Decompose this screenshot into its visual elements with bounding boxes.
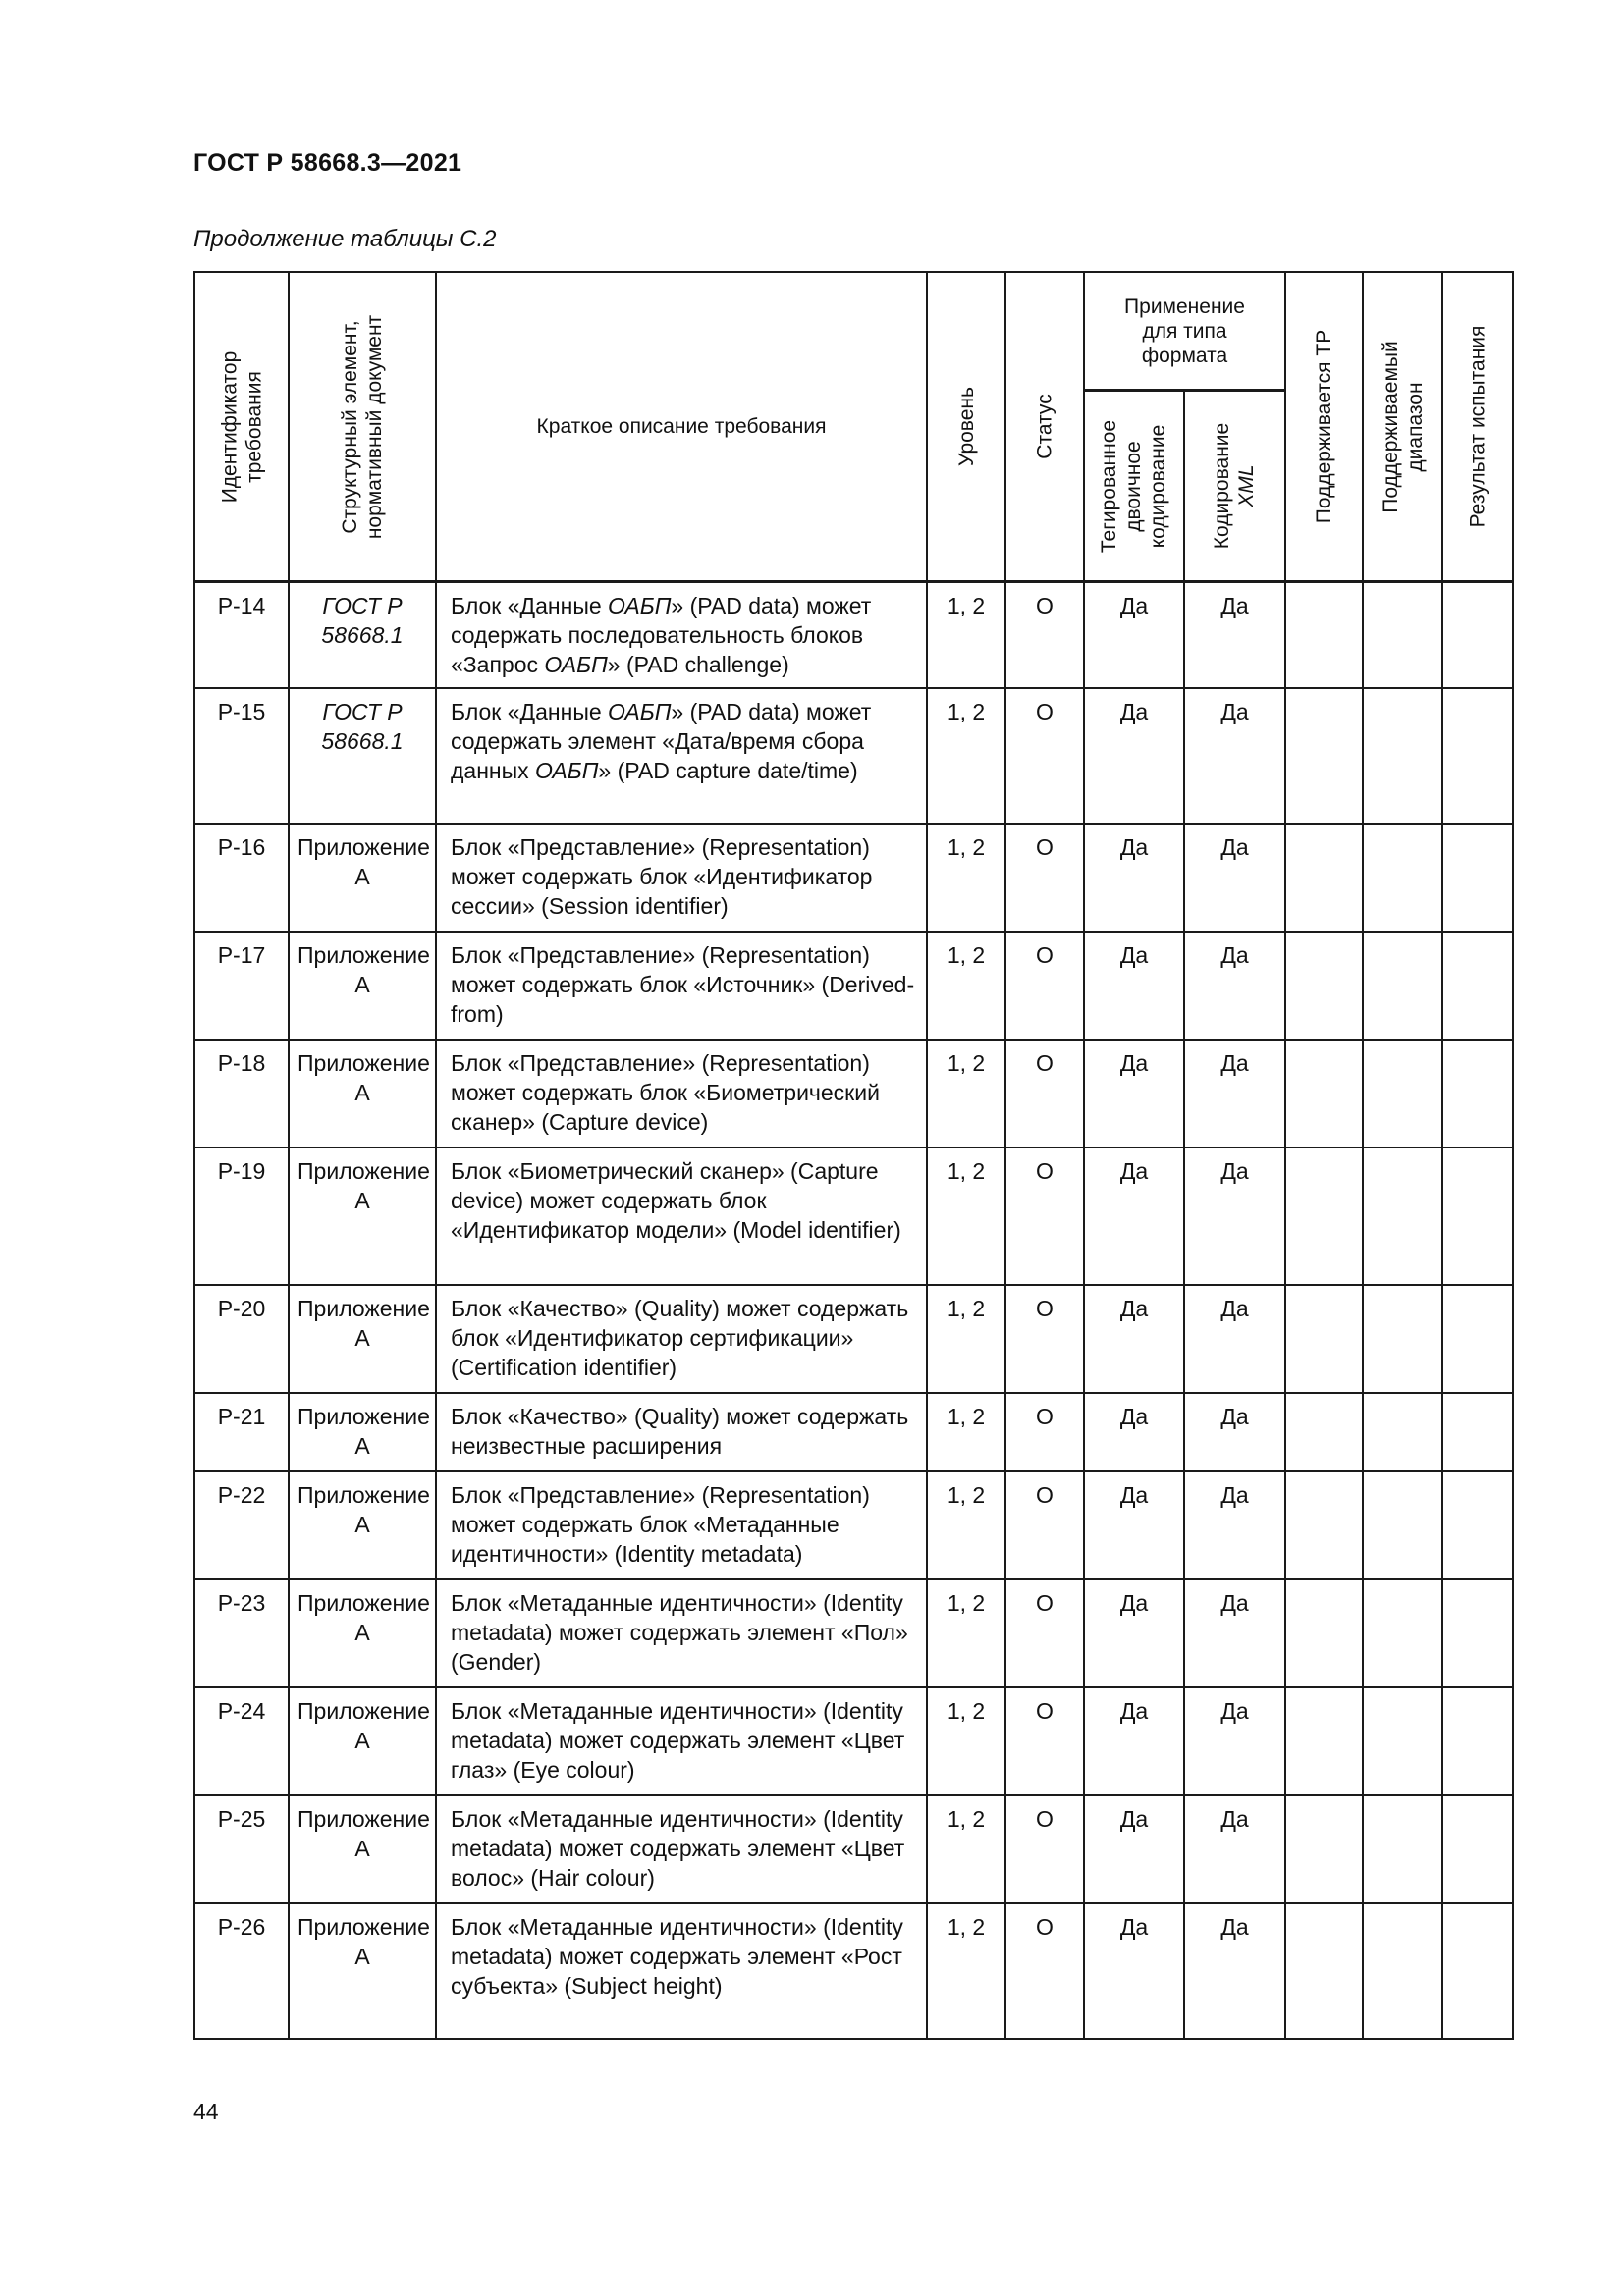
range-cell [1363,932,1442,1040]
xml-encoding-value: Да [1184,1471,1285,1579]
level-value: 1, 2 [927,1579,1005,1687]
requirement-description: Блок «Представление» (Representation) может содержать блок «Метаданные идентичности» (Identity metadata) [436,1471,927,1579]
source-reference: Приложение А [289,1285,436,1393]
source-reference: Приложение А [289,1687,436,1795]
table-header [194,272,1513,582]
source-reference: Приложение А [289,1471,436,1579]
table-row [194,582,1513,688]
requirement-description: Блок «Данные ОАБП» (PAD data) может содержать элемент «Дата/время сбора данных ОАБП» (PAD capture date/time) [436,688,927,824]
source-reference: ГОСТ Р 58668.1 [289,582,436,688]
binary-encoding-value: Да [1084,1148,1184,1285]
level-value: 1, 2 [927,1393,1005,1471]
supported-cell [1285,1148,1363,1285]
requirement-id: P-21 [194,1393,289,1471]
result-cell [1442,1040,1513,1148]
result-cell [1442,1471,1513,1579]
status-value: O [1005,1795,1084,1903]
binary-encoding-value: Да [1084,1903,1184,2039]
range-cell [1363,1148,1442,1285]
supported-cell [1285,1393,1363,1471]
supported-cell [1285,1285,1363,1393]
status-value: O [1005,688,1084,824]
xml-encoding-value: Да [1184,824,1285,932]
requirement-description: Блок «Представление» (Representation) может содержать блок «Биометрический сканер» (Capture device) [436,1040,927,1148]
table-row [194,1795,1513,1903]
source-reference: ГОСТ Р 58668.1 [289,688,436,824]
requirement-id: P-22 [194,1471,289,1579]
requirement-id: P-26 [194,1903,289,2039]
table-row [194,1471,1513,1579]
requirement-description: Блок «Качество» (Quality) может содержать блок «Идентификатор сертификации» (Certification identifier) [436,1285,927,1393]
requirements-table [193,271,1514,2040]
range-cell [1363,1285,1442,1393]
xml-encoding-value: Да [1184,1285,1285,1393]
status-value: O [1005,1040,1084,1148]
level-value: 1, 2 [927,688,1005,824]
header-range: Поддерживаемый диапазон [1363,272,1442,582]
status-value: O [1005,582,1084,688]
supported-cell [1285,1471,1363,1579]
requirement-id: P-24 [194,1687,289,1795]
xml-encoding-value: Да [1184,932,1285,1040]
table-row [194,1687,1513,1795]
level-value: 1, 2 [927,1040,1005,1148]
requirement-id: P-15 [194,688,289,824]
source-reference: Приложение А [289,1148,436,1285]
requirement-id: P-16 [194,824,289,932]
range-cell [1363,1040,1442,1148]
supported-cell [1285,1040,1363,1148]
header-source: Структурный элемент, нормативный документ [289,272,436,582]
header-supported: Поддерживается ТР [1285,272,1363,582]
xml-encoding-value: Да [1184,688,1285,824]
supported-cell [1285,1579,1363,1687]
table-caption: Продолжение таблицы С.2 [193,226,497,252]
binary-encoding-value: Да [1084,1040,1184,1148]
supported-cell [1285,824,1363,932]
binary-encoding-value: Да [1084,688,1184,824]
xml-encoding-value: Да [1184,1148,1285,1285]
header-level: Уровень [927,272,1005,582]
level-value: 1, 2 [927,1795,1005,1903]
requirement-description: Блок «Представление» (Representation) может содержать блок «Идентификатор сессии» (Session identifier) [436,824,927,932]
source-reference: Приложение А [289,1393,436,1471]
binary-encoding-value: Да [1084,1471,1184,1579]
requirement-description: Блок «Метаданные идентичности» (Identity metadata) может содержать элемент «Рост субъекта» (Subject height) [436,1903,927,2039]
table-row [194,1285,1513,1393]
status-value: O [1005,1579,1084,1687]
binary-encoding-value: Да [1084,1687,1184,1795]
requirement-id: P-17 [194,932,289,1040]
level-value: 1, 2 [927,1285,1005,1393]
header-binary: Тегированное двоичное кодирование [1084,391,1184,582]
result-cell [1442,1579,1513,1687]
document-code: ГОСТ Р 58668.3—2021 [193,149,462,177]
status-value: O [1005,1393,1084,1471]
level-value: 1, 2 [927,1687,1005,1795]
binary-encoding-value: Да [1084,1393,1184,1471]
result-cell [1442,582,1513,688]
header-id: Идентификатор требования [194,272,289,582]
requirement-description: Блок «Метаданные идентичности» (Identity metadata) может содержать элемент «Цвет глаз» (Eye colour) [436,1687,927,1795]
page-number: 44 [193,2099,219,2124]
binary-encoding-value: Да [1084,582,1184,688]
requirement-id: P-20 [194,1285,289,1393]
requirement-id: P-23 [194,1579,289,1687]
status-value: O [1005,1903,1084,2039]
table-row [194,1393,1513,1471]
range-cell [1363,1393,1442,1471]
result-cell [1442,1285,1513,1393]
binary-encoding-value: Да [1084,1579,1184,1687]
requirement-description: Блок «Метаданные идентичности» (Identity metadata) может содержать элемент «Цвет волос» (Hair colour) [436,1795,927,1903]
range-cell [1363,824,1442,932]
result-cell [1442,1393,1513,1471]
requirement-description: Блок «Качество» (Quality) может содержать неизвестные расширения [436,1393,927,1471]
source-reference: Приложение А [289,1579,436,1687]
xml-encoding-value: Да [1184,1795,1285,1903]
requirement-description: Блок «Метаданные идентичности» (Identity metadata) может содержать элемент «Пол» (Gender) [436,1579,927,1687]
binary-encoding-value: Да [1084,824,1184,932]
range-cell [1363,1903,1442,2039]
source-reference: Приложение А [289,824,436,932]
requirement-description: Блок «Биометрический сканер» (Capture device) может содержать блок «Идентификатор модели» (Model identifier) [436,1148,927,1285]
supported-cell [1285,582,1363,688]
header-apply: Применение для типа формата [1084,272,1285,391]
requirement-id: P-18 [194,1040,289,1148]
header-result: Результат испытания [1442,272,1513,582]
header-status: Статус [1005,272,1084,582]
supported-cell [1285,932,1363,1040]
level-value: 1, 2 [927,1903,1005,2039]
table-row [194,824,1513,932]
requirement-id: P-25 [194,1795,289,1903]
level-value: 1, 2 [927,932,1005,1040]
binary-encoding-value: Да [1084,1285,1184,1393]
range-cell [1363,1687,1442,1795]
requirement-description: Блок «Представление» (Representation) может содержать блок «Источник» (Derived-from) [436,932,927,1040]
header-xml: Кодирование XML [1184,391,1285,582]
supported-cell [1285,688,1363,824]
requirement-description: Блок «Данные ОАБП» (PAD data) может содержать последовательность блоков «Запрос ОАБП» (PAD challenge) [436,582,927,688]
range-cell [1363,1579,1442,1687]
table-body [194,582,1513,2039]
result-cell [1442,1795,1513,1903]
xml-encoding-value: Да [1184,1903,1285,2039]
level-value: 1, 2 [927,1471,1005,1579]
result-cell [1442,1687,1513,1795]
xml-encoding-value: Да [1184,582,1285,688]
result-cell [1442,824,1513,932]
xml-encoding-value: Да [1184,1579,1285,1687]
status-value: O [1005,1471,1084,1579]
level-value: 1, 2 [927,582,1005,688]
level-value: 1, 2 [927,1148,1005,1285]
source-reference: Приложение А [289,932,436,1040]
status-value: O [1005,1285,1084,1393]
table-row [194,688,1513,824]
requirement-id: P-19 [194,1148,289,1285]
binary-encoding-value: Да [1084,1795,1184,1903]
table-row [194,1148,1513,1285]
table-row [194,1040,1513,1148]
result-cell [1442,1148,1513,1285]
status-value: O [1005,824,1084,932]
table-row [194,1579,1513,1687]
binary-encoding-value: Да [1084,932,1184,1040]
xml-encoding-value: Да [1184,1040,1285,1148]
range-cell [1363,1795,1442,1903]
source-reference: Приложение А [289,1903,436,2039]
range-cell [1363,582,1442,688]
header-description: Краткое описание требования [436,272,927,582]
table-row [194,932,1513,1040]
result-cell [1442,1903,1513,2039]
supported-cell [1285,1795,1363,1903]
result-cell [1442,688,1513,824]
requirement-id: P-14 [194,582,289,688]
range-cell [1363,1471,1442,1579]
status-value: O [1005,1687,1084,1795]
supported-cell [1285,1903,1363,2039]
status-value: O [1005,932,1084,1040]
xml-encoding-value: Да [1184,1687,1285,1795]
source-reference: Приложение А [289,1795,436,1903]
supported-cell [1285,1687,1363,1795]
xml-encoding-value: Да [1184,1393,1285,1471]
source-reference: Приложение А [289,1040,436,1148]
table-row [194,1903,1513,2039]
level-value: 1, 2 [927,824,1005,932]
status-value: O [1005,1148,1084,1285]
result-cell [1442,932,1513,1040]
range-cell [1363,688,1442,824]
